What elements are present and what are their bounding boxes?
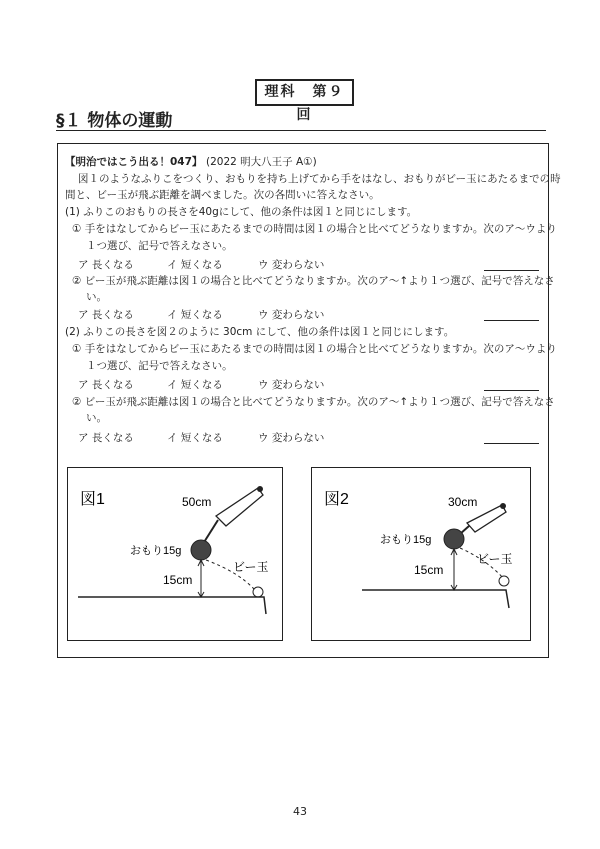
section-heading: §１ 物体の運動 [56, 111, 173, 131]
figure-1-weight-label: おもり15g [130, 545, 182, 557]
figure-2-marble [499, 576, 509, 586]
q2a-line-1: ① 手をはなしてからビー玉にあたるまでの時間は図１の場合と比べてどうなりますか。次のア〜ウより [72, 343, 557, 355]
q1a-answer-line[interactable] [484, 269, 539, 271]
q1b-option-a: ア 長くなる [78, 309, 134, 321]
q2b-line-1: ② ビー玉が飛ぶ距離は図１の場合と比べてどうなりますか。次のア〜↑より１つ選び、記号で答えなさ [72, 396, 555, 408]
problem-source: (2022 明大八王子 A①) [206, 156, 317, 168]
q2-stem: (2) ふりこの長さを図２のように 30cm にして、他の条件は図１と同じにします。 [65, 326, 455, 338]
intro-line-2: 間と、ビー玉が飛ぶ距離を調べました。次の各問いに答えなさい。 [65, 189, 380, 201]
figure-1-marble [253, 587, 263, 597]
q1-stem: (1) ふりこのおもりの長さを40gにして、他の条件は図１と同じにします。 [65, 206, 418, 218]
intro-line-1: 図１のようなふりこをつくり、おもりを持ち上げてから手をはなし、おもりがビー玉にあたるまでの時 [78, 173, 561, 185]
section-divider [56, 130, 546, 131]
q2a-line-2: １つ選び、記号で答えなさい。 [86, 360, 233, 372]
figure-2-marble-label: ビー玉 [477, 552, 513, 566]
q2b-option-u: ウ 変わらない [258, 432, 325, 444]
q2a-option-a: ア 長くなる [78, 379, 134, 391]
figure-2-weight-label: おもり15g [380, 534, 432, 546]
q1b-option-i: イ 短くなる [167, 309, 223, 321]
figure-1-label: 図1 [80, 491, 105, 508]
figure-1-length-label: 50cm [182, 495, 212, 509]
q2b-line-2: い。 [86, 412, 107, 424]
q1b-answer-line[interactable] [484, 319, 539, 321]
q1a-line-1: ① 手をはなしてからビー玉にあたるまでの時間は図１の場合と比べてどうなりますか。次のア〜ウより [72, 223, 557, 235]
figure-2-height-label: 15cm [414, 563, 444, 577]
page-number: 43 [293, 805, 307, 818]
q1a-option-u: ウ 変わらない [258, 259, 325, 271]
figure-2-length-label: 30cm [448, 495, 478, 509]
q1a-option-a: ア 長くなる [78, 259, 134, 271]
q2b-answer-line[interactable] [484, 442, 539, 444]
q1b-line-1: ② ビー玉が飛ぶ距離は図１の場合と比べてどうなりますか。次のア〜↑より１つ選び、記号で答えなさ [72, 275, 555, 287]
q2a-option-u: ウ 変わらない [258, 379, 325, 391]
figure-1-height-label: 15cm [163, 573, 193, 587]
figure-2-table [362, 590, 509, 608]
q2b-option-i: イ 短くなる [167, 432, 223, 444]
figure-2 [311, 467, 531, 641]
q1b-option-u: ウ 変わらない [258, 309, 325, 321]
q2b-option-a: ア 長くなる [78, 432, 134, 444]
figure-1-marble-label: ビー玉 [233, 560, 269, 574]
figure-1-table [78, 597, 266, 614]
page-title: 理科 第９回 [255, 79, 354, 106]
figure-1-hand-icon [216, 486, 263, 526]
figure-1-diagram [68, 468, 282, 640]
figure-1 [67, 467, 283, 641]
q1a-option-i: イ 短くなる [167, 259, 223, 271]
figure-1-bob [191, 540, 211, 560]
q1b-line-2: い。 [86, 291, 107, 303]
q2a-answer-line[interactable] [484, 389, 539, 391]
q2a-option-i: イ 短くなる [167, 379, 223, 391]
problem-tag: 【明治ではこう出る！047】 [65, 156, 203, 168]
figure-2-bob [444, 529, 464, 549]
figure-2-diagram [312, 468, 530, 640]
figure-2-label: 図2 [324, 491, 349, 508]
q1a-line-2: １つ選び、記号で答えなさい。 [86, 240, 233, 252]
